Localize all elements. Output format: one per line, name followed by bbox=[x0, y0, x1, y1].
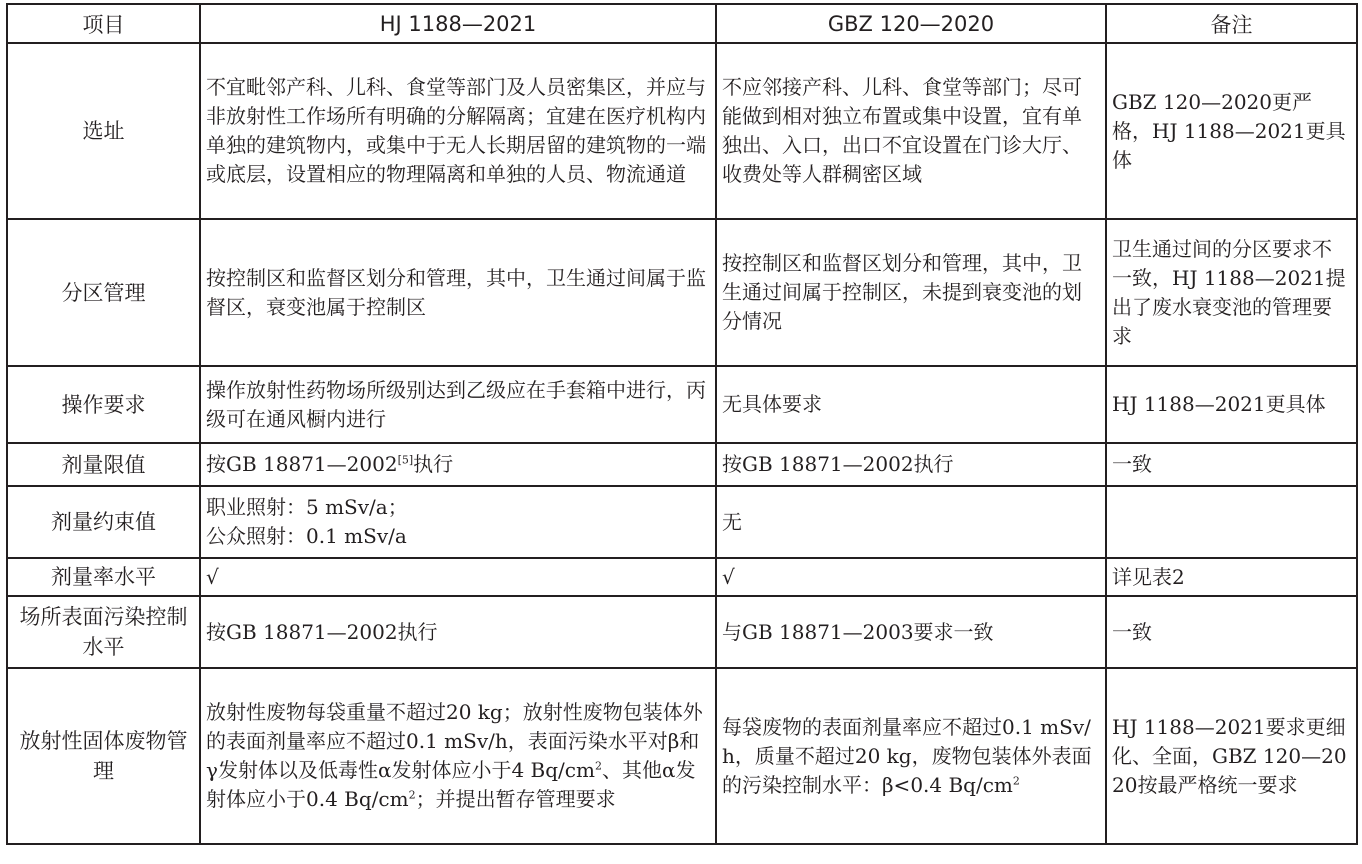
table-row bbox=[7, 43, 1357, 219]
header-note: 备注 bbox=[1106, 4, 1357, 43]
row-gbz: 与GB 18871—2003要求一致 bbox=[716, 596, 1106, 668]
row-gbz bbox=[716, 668, 1106, 844]
row-gbz: 不应邻接产科、儿科、食堂等部门；尽可能做到相对独立布置或集中设置，宜有单独出、入口，出口不宜设置在门诊大厅、收费处等人群稠密区域 bbox=[716, 43, 1106, 219]
comparison-table-container bbox=[6, 3, 1356, 845]
row-gbz: 按GB 18871—2002执行 bbox=[716, 443, 1106, 486]
row-item: 剂量率水平 bbox=[7, 558, 200, 596]
hj-text-post: 执行 bbox=[413, 452, 454, 476]
table-row bbox=[7, 366, 1357, 443]
table-row bbox=[7, 558, 1357, 596]
row-item: 放射性固体废物管理 bbox=[7, 668, 200, 844]
row-note: 详见表2 bbox=[1106, 558, 1357, 596]
row-note: 一致 bbox=[1106, 596, 1357, 668]
row-gbz: √ bbox=[716, 558, 1106, 596]
row-hj: 按控制区和监督区划分和管理，其中，卫生通过间属于监督区，衰变池属于控制区 bbox=[200, 219, 716, 366]
row-note: HJ 1188—2021要求更细化、全面，GBZ 120—2020按最严格统一要求 bbox=[1106, 668, 1357, 844]
row-hj: 按GB 18871—2002执行 bbox=[200, 596, 716, 668]
header-row bbox=[7, 4, 1357, 43]
row-hj bbox=[200, 443, 716, 486]
row-note: 一致 bbox=[1106, 443, 1357, 486]
row-hj: √ bbox=[200, 558, 716, 596]
row-item: 选址 bbox=[7, 43, 200, 219]
row-hj: 操作放射性药物场所级别达到乙级应在手套箱中进行，丙级可在通风橱内进行 bbox=[200, 366, 716, 443]
row-gbz: 无 bbox=[716, 486, 1106, 558]
header-item: 项目 bbox=[7, 4, 200, 43]
hj-text-pre: 按GB 18871—2002 bbox=[206, 452, 398, 476]
hj-line-occupational: 职业照射：5 mSv/a； bbox=[206, 495, 408, 519]
comparison-table bbox=[6, 3, 1358, 845]
row-note: GBZ 120—2020更严格，HJ 1188—2021更具体 bbox=[1106, 43, 1357, 219]
row-item: 剂量限值 bbox=[7, 443, 200, 486]
gbz-text-a: 每袋废物的表面剂量率应不超过0.1 mSv/h，质量不超过20 kg，废物包装体外表面的污染控制水平：β<0.4 Bq/cm bbox=[722, 714, 1092, 797]
row-hj: 不宜毗邻产科、儿科、食堂等部门及人员密集区，并应与非放射性工作场所有明确的分解隔离；宜建在医疗机构内单独的建筑物内，或集中于无人长期居留的建筑物的一端或底层，设置相应的物理隔离和单独的人员、物流通道 bbox=[200, 43, 716, 219]
table-row bbox=[7, 443, 1357, 486]
row-note bbox=[1106, 486, 1357, 558]
superscript: 2 bbox=[594, 759, 602, 773]
header-gbz: GBZ 120—2020 bbox=[716, 4, 1106, 43]
table-row bbox=[7, 219, 1357, 366]
row-gbz: 按控制区和监督区划分和管理，其中，卫生通过间属于控制区，未提到衰变池的划分情况 bbox=[716, 219, 1106, 366]
superscript: 2 bbox=[408, 788, 416, 802]
row-note: 卫生通过间的分区要求不一致，HJ 1188—2021提出了废水衰变池的管理要求 bbox=[1106, 219, 1357, 366]
table-row bbox=[7, 596, 1357, 668]
hj-text-b: 、其他α发射体应小于0.4 Bq/cm bbox=[206, 758, 696, 811]
superscript: 2 bbox=[1012, 773, 1020, 787]
table-row bbox=[7, 486, 1357, 558]
hj-text-a: 放射性废物每袋重量不超过20 kg；放射性废物包装体外的表面剂量率应不超过0.1 mSv/h，表面污染水平对β和γ发射体以及低毒性α发射体应小于4 Bq/cm bbox=[206, 700, 703, 782]
hj-text-c: ；并提出暂存管理要求 bbox=[415, 787, 616, 811]
row-item: 操作要求 bbox=[7, 366, 200, 443]
row-gbz: 无具体要求 bbox=[716, 366, 1106, 443]
row-note: HJ 1188—2021更具体 bbox=[1106, 366, 1357, 443]
header-hj: HJ 1188—2021 bbox=[200, 4, 716, 43]
row-item: 剂量约束值 bbox=[7, 486, 200, 558]
row-hj bbox=[200, 668, 716, 844]
row-hj bbox=[200, 486, 716, 558]
reference-marker: [5] bbox=[397, 453, 414, 467]
table-row bbox=[7, 668, 1357, 844]
hj-line-public: 公众照射：0.1 mSv/a bbox=[206, 524, 407, 548]
row-item: 场所表面污染控制水平 bbox=[7, 596, 200, 668]
row-item: 分区管理 bbox=[7, 219, 200, 366]
